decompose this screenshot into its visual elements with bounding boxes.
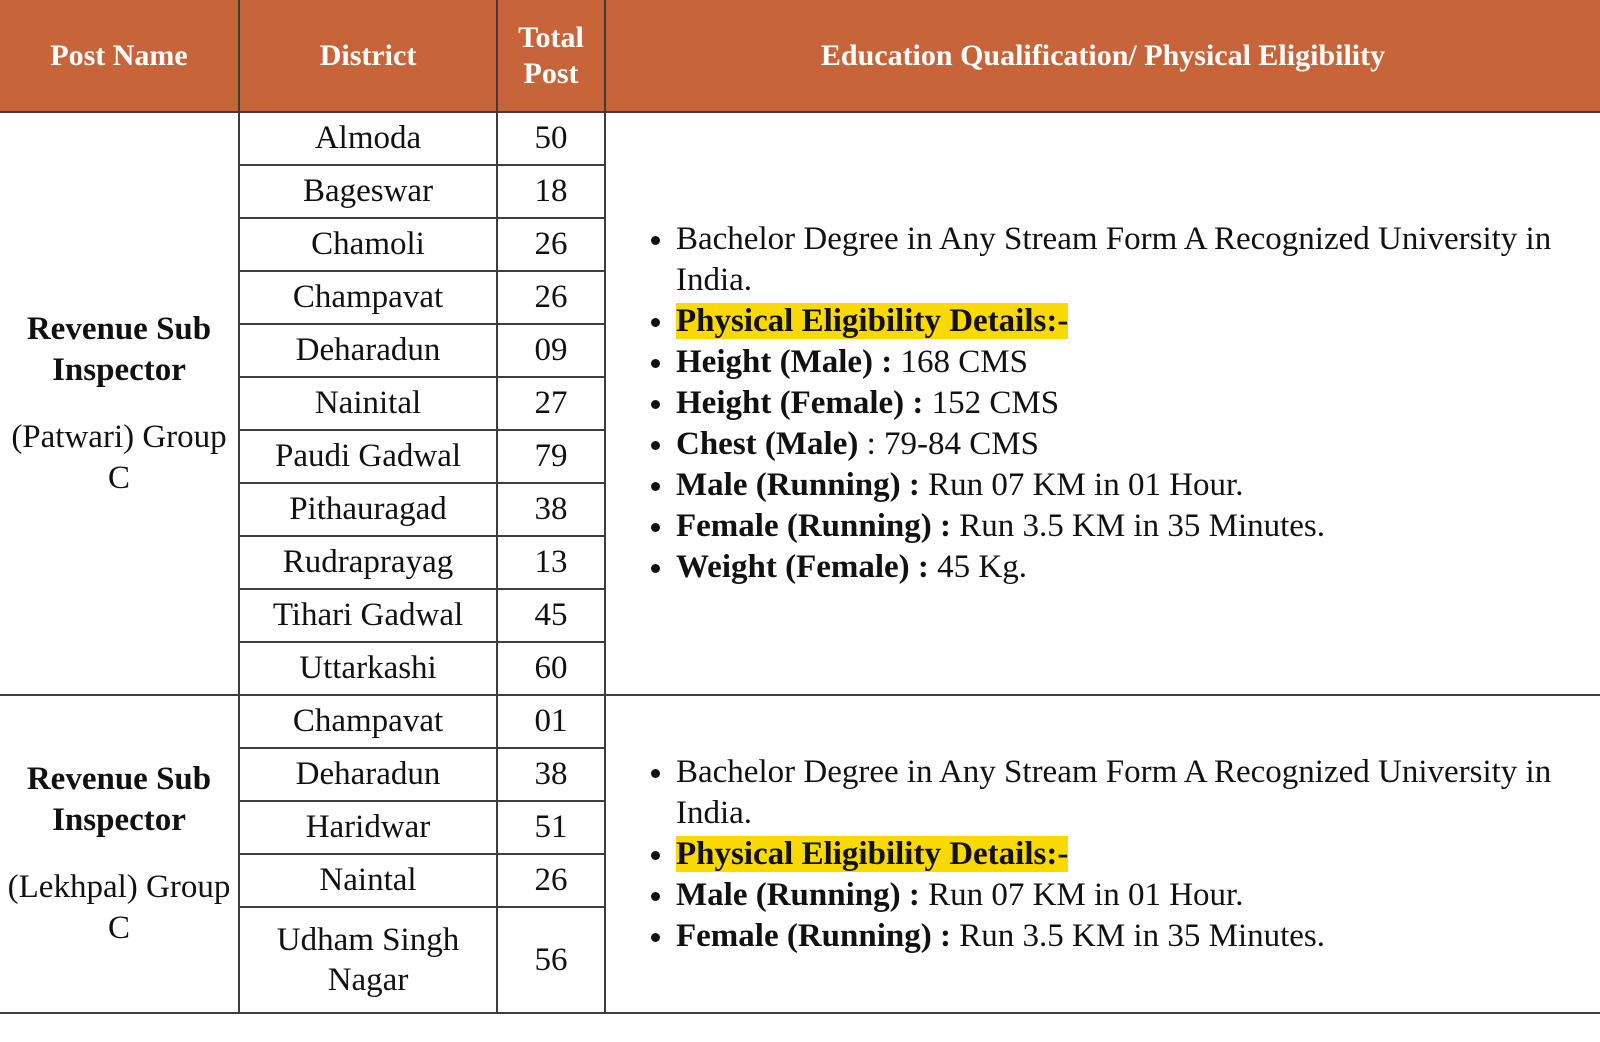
post-title: Revenue Sub Inspector <box>26 761 212 838</box>
criteria-value: Run 3.5 KM in 35 Minutes. <box>951 917 1326 954</box>
header-education: Education Qualification/ Physical Eligibility <box>605 0 1600 112</box>
total-post-cell: 79 <box>497 430 605 483</box>
criteria-value: 168 CMS <box>892 344 1028 380</box>
district-cell: Rudraprayag <box>239 536 497 589</box>
post-title: Revenue Sub Inspector <box>26 310 212 388</box>
total-post-cell: 26 <box>497 271 605 324</box>
criteria-label: Female (Running) : <box>676 917 951 954</box>
table-row <box>0 112 1600 165</box>
criteria-value: Run 07 KM in 01 Hour. <box>919 876 1244 913</box>
criteria-value: : 79-84 CMS <box>858 426 1039 462</box>
total-post-cell: 38 <box>497 748 605 801</box>
total-post-cell: 60 <box>497 642 605 695</box>
post-name-cell <box>0 112 239 695</box>
header-total-line2: Post <box>523 56 579 90</box>
criteria-label: Height (Female) : <box>676 385 924 421</box>
list-item <box>676 916 1596 957</box>
district-cell: Tihari Gadwal <box>239 589 497 642</box>
list-item <box>676 834 1596 875</box>
education-cell <box>605 112 1600 695</box>
list-item <box>676 383 1596 424</box>
district-cell: Naintal <box>239 854 497 907</box>
list-item <box>676 752 1596 834</box>
total-post-cell: 26 <box>497 854 605 907</box>
list-item <box>676 301 1596 342</box>
criteria-label: Male (Running) : <box>676 876 920 913</box>
list-item <box>676 342 1596 383</box>
criteria-value: Bachelor Degree in Any Stream Form A Recognized University in India. <box>676 221 1552 298</box>
education-cell <box>605 695 1600 1013</box>
criteria-value: Run 3.5 KM in 35 Minutes. <box>951 508 1326 544</box>
total-post-cell: 27 <box>497 377 605 430</box>
post-group: (Lekhpal) Group C <box>7 869 231 946</box>
physical-eligibility-heading: Physical Eligibility Details:- <box>676 303 1069 339</box>
total-post-cell: 13 <box>497 536 605 589</box>
total-post-cell: 26 <box>497 218 605 271</box>
district-cell: Chamoli <box>239 218 497 271</box>
total-post-cell: 01 <box>497 695 605 748</box>
criteria-value: Bachelor Degree in Any Stream Form A Recognized University in India. <box>676 753 1552 831</box>
header-total-post <box>497 0 605 112</box>
eligibility-list <box>606 752 1600 957</box>
district-cell: Champavat <box>239 271 497 324</box>
post-name-cell <box>0 695 239 1013</box>
criteria-label: Female (Running) : <box>676 508 951 544</box>
list-item <box>676 547 1596 588</box>
district-cell: Haridwar <box>239 801 497 854</box>
total-post-cell: 45 <box>497 589 605 642</box>
district-cell: Deharadun <box>239 324 497 377</box>
physical-eligibility-heading: Physical Eligibility Details:- <box>676 835 1069 872</box>
total-post-cell: 50 <box>497 112 605 165</box>
total-post-cell: 38 <box>497 483 605 536</box>
district-cell: Deharadun <box>239 748 497 801</box>
district-cell: Paudi Gadwal <box>239 430 497 483</box>
criteria-label: Height (Male) : <box>676 344 893 380</box>
post-group: (Patwari) Group C <box>11 418 227 496</box>
criteria-label: Weight (Female) : <box>676 549 929 585</box>
district-cell: Champavat <box>239 695 497 748</box>
criteria-label: Male (Running) : <box>676 467 920 503</box>
list-item <box>676 219 1596 301</box>
district-cell: Bageswar <box>239 165 497 218</box>
total-post-cell: 56 <box>497 907 605 1013</box>
district-cell: Uttarkashi <box>239 642 497 695</box>
list-item <box>676 465 1596 506</box>
list-item <box>676 424 1596 465</box>
header-post-name: Post Name <box>0 0 239 112</box>
header-row <box>0 0 1600 112</box>
total-post-cell: 18 <box>497 165 605 218</box>
criteria-label: Chest (Male) <box>676 426 859 462</box>
district-cell: Nainital <box>239 377 497 430</box>
district-cell: Udham Singh Nagar <box>239 907 497 1013</box>
criteria-value: Run 07 KM in 01 Hour. <box>919 467 1244 503</box>
district-cell: Pithauragad <box>239 483 497 536</box>
header-district: District <box>239 0 497 112</box>
header-total-line1: Total <box>518 20 584 54</box>
criteria-value: 45 Kg. <box>928 549 1028 585</box>
list-item <box>676 875 1596 916</box>
eligibility-list <box>606 219 1600 588</box>
criteria-value: 152 CMS <box>923 385 1060 421</box>
table-row <box>0 695 1600 748</box>
total-post-cell: 51 <box>497 801 605 854</box>
total-post-cell: 09 <box>497 324 605 377</box>
list-item <box>676 506 1596 547</box>
district-cell: Almoda <box>239 112 497 165</box>
